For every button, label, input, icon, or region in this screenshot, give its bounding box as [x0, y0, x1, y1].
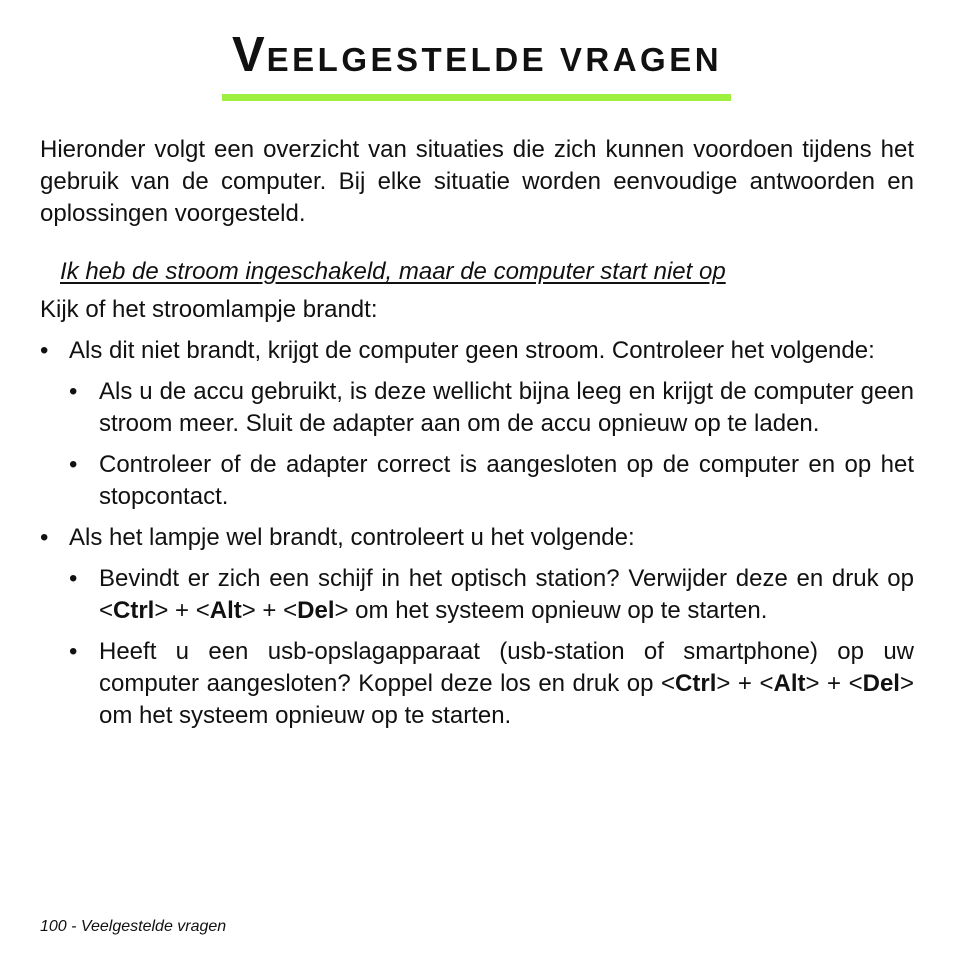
text-segment: Bevindt er zich een schijf in het optisch station? Verwijder deze en druk op <	[99, 565, 914, 624]
section-heading: Ik heb de stroom ingeschakeld, maar de computer start niet op	[60, 258, 726, 285]
key-del: Del	[862, 670, 900, 697]
sub-list-item	[69, 449, 914, 513]
list-item	[40, 522, 914, 732]
text-segment: Heeft u een usb-opslagapparaat (usb-station of smartphone) op uw computer aangesloten? Koppel deze los en druk op <	[99, 638, 914, 697]
sub-list-item-text	[99, 563, 914, 627]
title-first-word-rest: EELGESTELDE	[266, 41, 548, 78]
list-item-text: Als het lampje wel brandt, controleert u het volgende:	[69, 524, 635, 551]
key-alt: Alt	[209, 597, 242, 624]
text-segment: > + <	[241, 597, 298, 624]
key-ctrl: Ctrl	[113, 597, 155, 624]
title-second-word: VRAGEN	[559, 41, 723, 78]
list-item-text: Als dit niet brandt, krijgt de computer geen stroom. Controleer het volgende:	[69, 337, 875, 364]
bullet-icon: •	[69, 638, 78, 665]
bullet-icon: •	[69, 451, 78, 478]
bullet-icon: •	[40, 337, 49, 364]
sub-list	[69, 376, 914, 513]
key-ctrl: Ctrl	[675, 670, 717, 697]
sub-list-item	[69, 563, 914, 627]
text-segment: > om het systeem opnieuw op te starten.	[99, 670, 914, 729]
bullet-icon: •	[40, 524, 49, 551]
section-lead: Kijk of het stroomlampje brandt:	[40, 296, 378, 323]
bullet-icon: •	[69, 565, 78, 592]
page-footer: 100 - Veelgestelde vragen	[40, 918, 227, 935]
intro-paragraph: Hieronder volgt een overzicht van situaties die zich kunnen voordoen tijdens het gebruik van de computer. Bij elke situatie worden eenvoudige antwoorden en oplossingen voorgesteld.	[40, 136, 914, 227]
text-segment: > om het systeem opnieuw op te starten.	[334, 597, 768, 624]
list-item	[40, 335, 914, 513]
page-title	[0, 30, 954, 85]
bullet-icon: •	[69, 378, 78, 405]
sub-list-item-text	[99, 636, 914, 732]
title-first-letter: V	[231, 28, 267, 82]
text-segment: > + <	[154, 597, 210, 624]
sub-list-item-text: Als u de accu gebruikt, is deze wellicht bijna leeg en krijgt de computer geen stroom meer. Sluit de adapter aan om de accu opnieuw op te laden.	[99, 378, 914, 437]
text-segment: > + <	[716, 670, 774, 697]
key-del: Del	[297, 597, 335, 624]
main-list	[40, 335, 914, 732]
key-alt: Alt	[773, 670, 806, 697]
sub-list-item	[69, 636, 914, 732]
sub-list-item-text: Controleer of de adapter correct is aangesloten op de computer en op het stopcontact.	[99, 451, 914, 510]
sub-list	[69, 563, 914, 732]
main-content	[40, 134, 914, 741]
sub-list-item	[69, 376, 914, 440]
text-segment: > + <	[805, 670, 863, 697]
title-underline-rule	[222, 94, 731, 101]
